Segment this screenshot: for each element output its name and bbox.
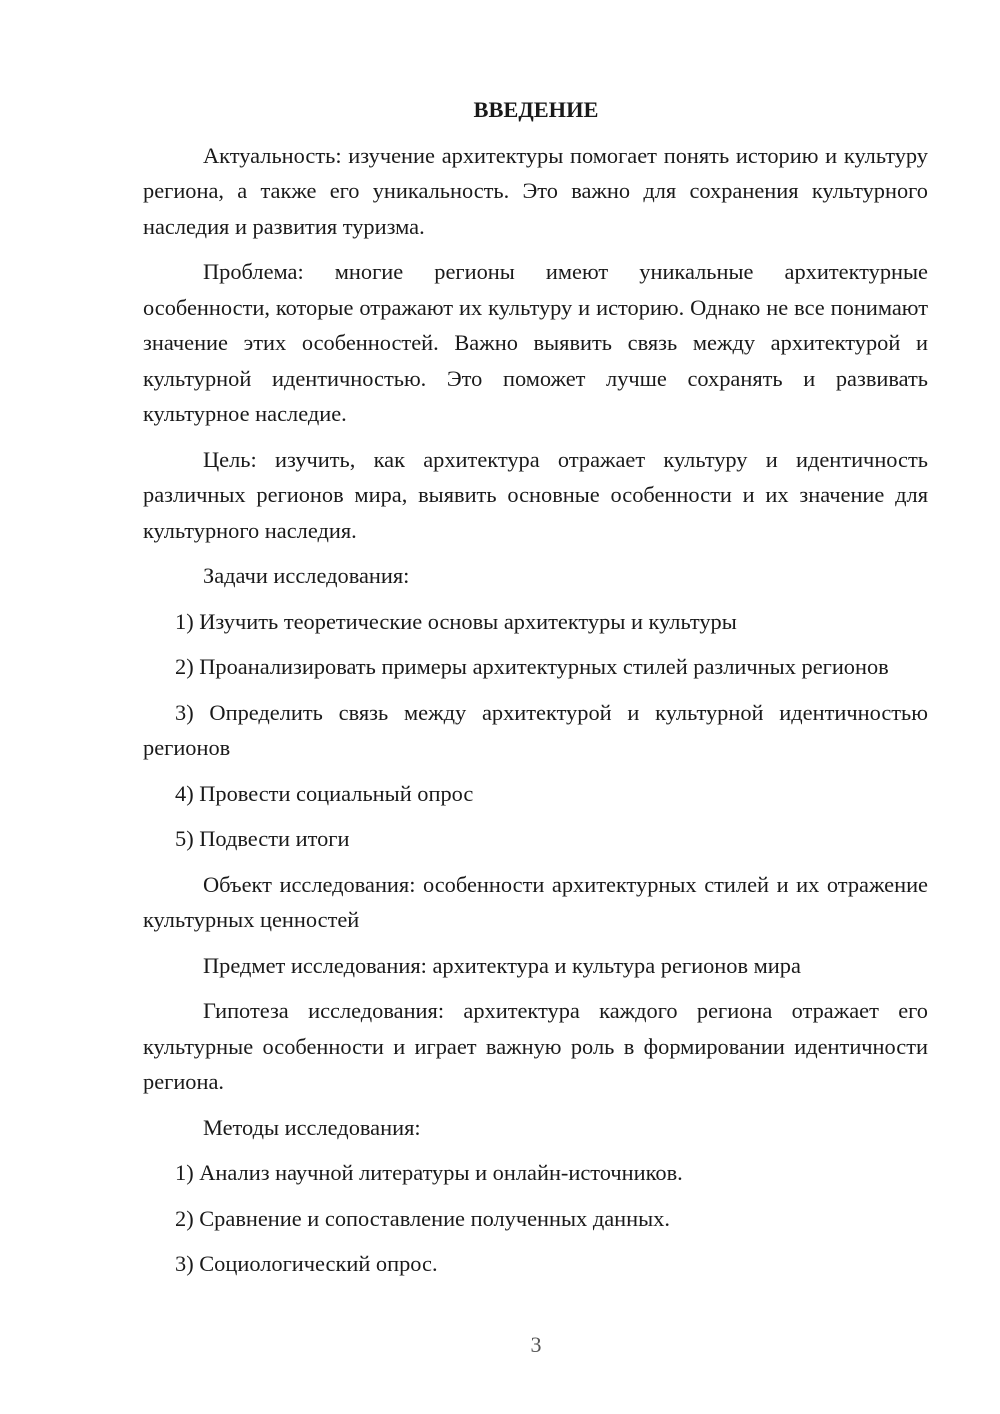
task-item: 3) Определить связь между архитектурой и культурной идентичностью регионов <box>143 699 928 760</box>
goal-paragraph: Цель: изучить, как архитектура отражает культуру и идентичность различных регионов мира, выявить основные особенности и их значение для культурного наследия. <box>143 446 928 543</box>
page-title: ВВЕДЕНИЕ <box>473 97 599 122</box>
page-body <box>143 92 928 1292</box>
method-item: 2) Сравнение и сопоставление полученных данных. <box>175 1205 670 1231</box>
method-item: 1) Анализ научной литературы и онлайн-источников. <box>175 1160 683 1185</box>
problem-paragraph: Проблема: многие регионы имеют уникальные архитектурные особенности, которые отражают их культуру и историю. Однако не все понимают значение этих особенностей. Важно выявить связь между архитектурой и культурной идентичностью. Это поможет лучше сохранять и развивать культурное наследие. <box>143 259 928 426</box>
hypothesis-paragraph: Гипотеза исследования: архитектура каждого региона отражает его культурные особенности и играет важную роль в формировании идентичности региона. <box>143 998 928 1094</box>
relevance-paragraph: Актуальность: изучение архитектуры помогает понять историю и культуру региона, а также его уникальность. Это важно для сохранения культурного наследия и развития туризма. <box>143 142 928 239</box>
task-item: 1) Изучить теоретические основы архитектуры и культуры <box>175 608 737 634</box>
page-number: 3 <box>530 1332 542 1357</box>
task-item: 5) Подвести итоги <box>175 826 350 851</box>
task-item: 2) Проанализировать примеры архитектурных стилей различных регионов <box>175 654 889 679</box>
object-paragraph: Объект исследования: особенности архитектурных стилей и их отражение культурных ценностей <box>143 871 928 932</box>
methods-heading: Методы исследования: <box>203 1114 421 1140</box>
task-item: 4) Провести социальный опрос <box>175 780 474 806</box>
tasks-heading: Задачи исследования: <box>203 563 410 588</box>
subject-paragraph: Предмет исследования: архитектура и культура регионов мира <box>203 952 801 978</box>
method-item: 3) Социологический опрос. <box>175 1251 438 1276</box>
